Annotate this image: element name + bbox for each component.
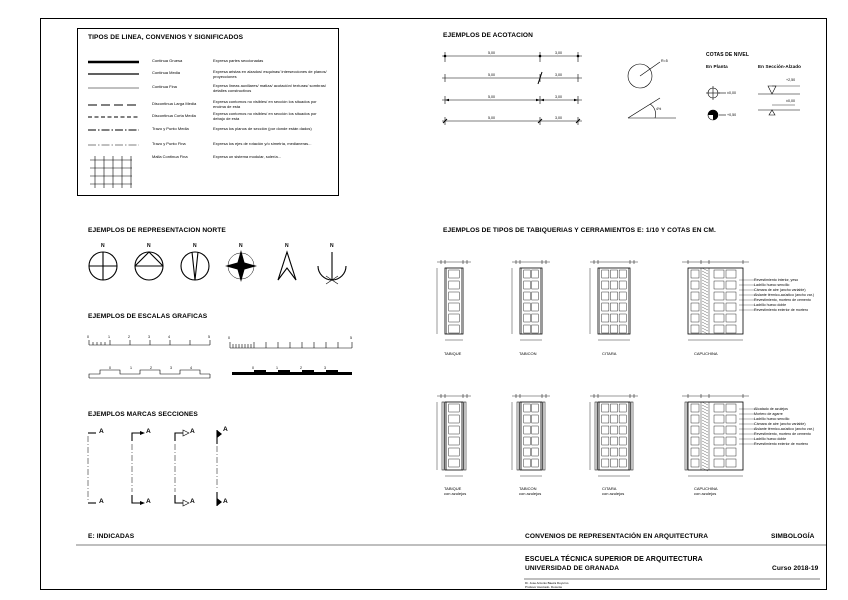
section-letter: A	[99, 428, 104, 435]
north-letter: N	[101, 243, 105, 249]
section-letter: A	[99, 498, 104, 505]
north-letter: N	[330, 243, 334, 249]
scale-tick-label: 4	[190, 366, 192, 370]
dim-label: 5,00	[488, 73, 495, 77]
legend-row-desc: Expresa líneas auxiliares/ matiza/ acotación/ texturas/ sombras/ detalles constructivos	[213, 83, 326, 93]
scale-tick-label: 1	[276, 366, 278, 370]
scale-tick-label: 3	[148, 335, 150, 339]
scale-tick-label: 0	[87, 335, 89, 339]
wall-type-sublabel: con azulejos	[694, 491, 717, 496]
section-letter: A	[223, 426, 228, 433]
wall-type-sublabel: con azulejos	[444, 491, 467, 496]
scale-tick-label: 0	[109, 366, 111, 370]
legend-row-desc: Expresa los planos de sección (por donde están dados)	[213, 126, 312, 131]
scale-tick-label: 2	[300, 366, 302, 370]
sheet-subject: CONVENIOS DE REPRESENTACIÓN EN ARQUITECTURA	[525, 533, 709, 540]
wall-type-sublabel: con azulejos	[519, 491, 542, 496]
wall-type-label: CITARA	[602, 351, 617, 356]
legend-row-name: Trazo y Punto Fina	[152, 141, 186, 146]
slope-label: 4%	[656, 107, 662, 111]
layer-label: Ladrillo hueco doble	[754, 303, 787, 307]
en-planta-label: En Planta	[706, 64, 728, 69]
wall-type-label: TABICON	[519, 351, 537, 356]
scale-tick-label: 5	[350, 336, 352, 340]
cotas-nivel-title: COTAS DE NIVEL	[706, 52, 749, 58]
layer-label: Aislante térmico-acústico (ancho var.)	[754, 293, 814, 297]
university-name: UNIVERSIDAD DE GRANADA	[525, 565, 620, 572]
legend-row-desc: Expresa los ejes de rotación y/o simetría, medianeras...	[213, 141, 312, 146]
legend-row-desc: Expresa contornos no visibles/ en sección los situados por encima de esta	[213, 99, 317, 109]
scale-tick-label: 2	[150, 366, 152, 370]
level-value: +2,50	[786, 78, 796, 82]
section-letter: A	[146, 498, 151, 505]
layer-label: Cámara de aire (ancho variable)	[754, 422, 806, 426]
dim-label: 3,00	[555, 51, 562, 55]
layer-label: Ladrillo hueco sencillo	[754, 417, 790, 421]
wall-type-label: CAPUCHINA	[694, 486, 718, 491]
layer-label: Revestimiento exterior de mortero	[754, 308, 809, 312]
wall-type-label: TABIQUE	[444, 486, 462, 491]
scale-tick-label: 1	[108, 335, 110, 339]
wall-type-label: TABICON	[519, 486, 537, 491]
layer-label: Aislante térmico-acústico (ancho var.)	[754, 427, 814, 431]
legend-row-name: Continua Gruesa	[152, 58, 183, 63]
wall-type-label: CAPUCHINA	[694, 351, 718, 356]
legend-row-name: Continua Media	[152, 70, 181, 75]
north-letter: N	[193, 243, 197, 249]
legend-row-desc: Expresa un sistema modular, solería...	[213, 154, 282, 159]
scale-tick-label: 3	[324, 366, 326, 370]
course-year: Curso 2018-19	[772, 565, 819, 572]
scale-indicator: E: INDICADAS	[88, 533, 135, 540]
layer-label: Revestimiento, mortero de cemento	[754, 298, 811, 302]
legend-row-desc: Expresa contornos no visibles/ en sección los situados por debajo de esta	[213, 111, 317, 121]
norte-title: EJEMPLOS DE REPRESENTACION NORTE	[88, 227, 226, 234]
dim-label: 3,00	[555, 73, 562, 77]
legend-row-desc: Expresa partes seccionadas	[213, 58, 264, 63]
wall-type-sublabel: con azulejos	[602, 491, 625, 496]
scale-tick-label: 5	[208, 335, 210, 339]
acotacion-title: EJEMPLOS DE ACOTACION	[443, 32, 534, 39]
legend-row-name: Continua Fina	[152, 84, 177, 89]
scale-tick-label: 4	[168, 335, 170, 339]
north-letter: N	[239, 243, 243, 249]
legend-row-desc: Expresa aristas en alzados/ esquinas/ intersecciones de planos/ proyecciones	[213, 69, 327, 79]
level-value: +0,50	[727, 113, 737, 117]
marcas-title: EJEMPLOS MARCAS SECCIONES	[88, 411, 198, 418]
school-name: ESCUELA TÉCNICA SUPERIOR DE ARQUITECTURA	[525, 556, 703, 563]
level-value: ±0,00	[786, 99, 795, 103]
legend-row-name: Malla Continua Fina	[152, 154, 188, 159]
layer-label: Ladrillo hueco sencillo	[754, 283, 790, 287]
legend-title: TIPOS DE LINEA, CONVENIOS Y SIGNIFICADOS	[88, 34, 244, 41]
scale-tick-label: 2	[128, 335, 130, 339]
layer-label: Ladrillo hueco doble	[754, 437, 787, 441]
tabiquerias-title: EJEMPLOS DE TIPOS DE TABIQUERIAS Y CERRAMIENTOS E: 1/10 Y COTAS EN CM.	[443, 227, 716, 234]
section-letter: A	[146, 428, 151, 435]
north-letter: N	[147, 243, 151, 249]
scale-tick-label: 1	[130, 366, 132, 370]
scale-tick-label: 0	[252, 366, 254, 370]
dim-label: 5,00	[488, 116, 495, 120]
legend-row-name: Discontinua Corta Media	[152, 113, 196, 118]
layer-label: Mortero de agarre	[754, 412, 783, 416]
author-line: Profesor Asociado. Docente	[525, 585, 563, 589]
layer-label: Alicatado de azulejos	[754, 407, 788, 411]
scale-tick-label: 3	[170, 366, 172, 370]
layer-label: Revestimiento exterior de mortero	[754, 442, 809, 446]
author-line: Dr. Jose Antonio Baeza Doyurno	[525, 581, 569, 585]
section-letter: A	[190, 428, 195, 435]
escalas-title: EJEMPLOS DE ESCALAS GRAFICAS	[88, 313, 208, 320]
legend-row-name: Trazo y Punto Media	[152, 126, 189, 131]
dim-label: 5,00	[488, 95, 495, 99]
section-letter: A	[223, 498, 228, 505]
legend-row-name: Discontinua Larga Media	[152, 101, 197, 106]
section-letter: A	[190, 498, 195, 505]
dim-label: 3,00	[555, 116, 562, 120]
level-value: ±0,00	[727, 91, 736, 95]
scale-tick-label: 0	[228, 336, 230, 340]
layer-label: Revestimiento, mortero de cemento	[754, 432, 811, 436]
wall-type-label: TABIQUE	[444, 351, 462, 356]
dim-label: 5,00	[488, 51, 495, 55]
layer-label: Cámara de aire (ancho variable)	[754, 288, 806, 292]
radius-label: R=5	[661, 59, 668, 63]
wall-type-label: CITARA	[602, 486, 617, 491]
en-seccion-label: En Sección-Alzado	[758, 64, 802, 69]
sheet-name: SIMBOLOGÍA	[771, 533, 815, 540]
dim-label: 3,00	[555, 95, 562, 99]
layer-label: Revestimiento interior, yeso	[754, 278, 799, 282]
north-letter: N	[285, 243, 289, 249]
